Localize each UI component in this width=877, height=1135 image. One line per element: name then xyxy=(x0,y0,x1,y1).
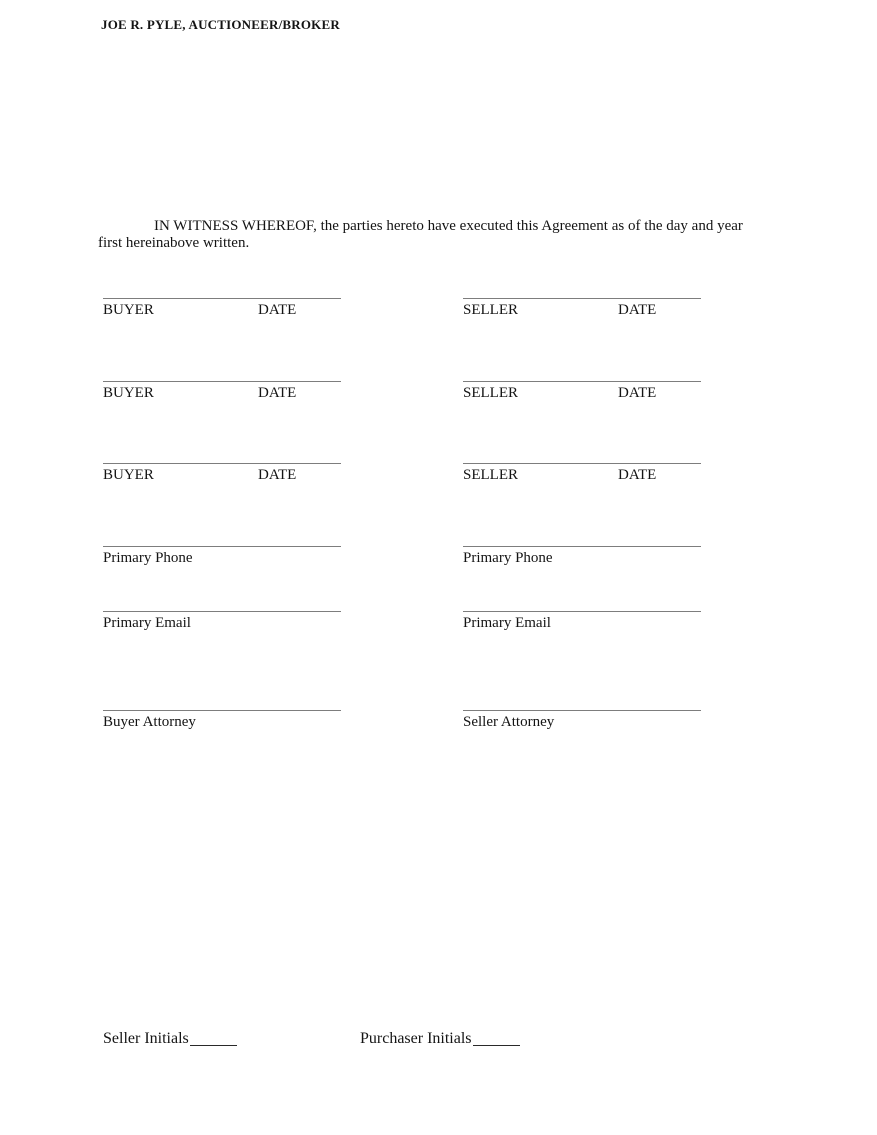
seller-initials-label: Seller Initials xyxy=(103,1030,189,1047)
seller-attorney-block xyxy=(463,710,701,731)
purchaser-initials-label: Purchaser Initials xyxy=(360,1030,472,1047)
seller-signature-block xyxy=(463,298,701,319)
buyer-attorney-block xyxy=(103,710,341,731)
seller-attorney-line xyxy=(463,710,701,711)
seller-email-line xyxy=(463,611,701,612)
buyer-phone-line xyxy=(103,546,341,547)
date-label: DATE xyxy=(618,385,657,401)
buyer-email-block xyxy=(103,611,341,632)
buyer-signature-block xyxy=(103,298,341,319)
purchaser-initials-field xyxy=(360,1030,520,1048)
buyer-label: BUYER xyxy=(103,385,154,401)
primary-email-label: Primary Email xyxy=(463,615,551,631)
buyer-signature-line xyxy=(103,381,341,382)
buyer-label: BUYER xyxy=(103,467,154,483)
seller-initials-field xyxy=(103,1030,237,1048)
buyer-phone-block xyxy=(103,546,341,567)
seller-label: SELLER xyxy=(463,302,518,318)
witness-paragraph: IN WITNESS WHEREOF, the parties hereto have executed this Agreement as of the day and year first hereinabove written. xyxy=(98,218,743,251)
seller-attorney-label: Seller Attorney xyxy=(463,714,555,730)
buyer-attorney-line xyxy=(103,710,341,711)
buyer-signature-line xyxy=(103,463,341,464)
date-label: DATE xyxy=(258,302,297,318)
buyer-attorney-label: Buyer Attorney xyxy=(103,714,196,730)
purchaser-initials-blank xyxy=(473,1031,520,1046)
seller-signature-line xyxy=(463,381,701,382)
seller-label: SELLER xyxy=(463,467,518,483)
buyer-signature-block xyxy=(103,463,341,484)
buyer-email-line xyxy=(103,611,341,612)
date-label: DATE xyxy=(618,302,657,318)
date-label: DATE xyxy=(618,467,657,483)
buyer-signature-block xyxy=(103,381,341,402)
seller-phone-line xyxy=(463,546,701,547)
seller-signature-line xyxy=(463,463,701,464)
date-label: DATE xyxy=(258,385,297,401)
seller-signature-line xyxy=(463,298,701,299)
seller-phone-block xyxy=(463,546,701,567)
seller-signature-block xyxy=(463,463,701,484)
seller-label: SELLER xyxy=(463,385,518,401)
seller-email-block xyxy=(463,611,701,632)
primary-email-label: Primary Email xyxy=(103,615,191,631)
seller-signature-block xyxy=(463,381,701,402)
seller-initials-blank xyxy=(190,1031,237,1046)
primary-phone-label: Primary Phone xyxy=(463,550,553,566)
primary-phone-label: Primary Phone xyxy=(103,550,193,566)
date-label: DATE xyxy=(258,467,297,483)
buyer-label: BUYER xyxy=(103,302,154,318)
buyer-signature-line xyxy=(103,298,341,299)
document-header-title: JOE R. PYLE, AUCTIONEER/BROKER xyxy=(101,17,340,32)
